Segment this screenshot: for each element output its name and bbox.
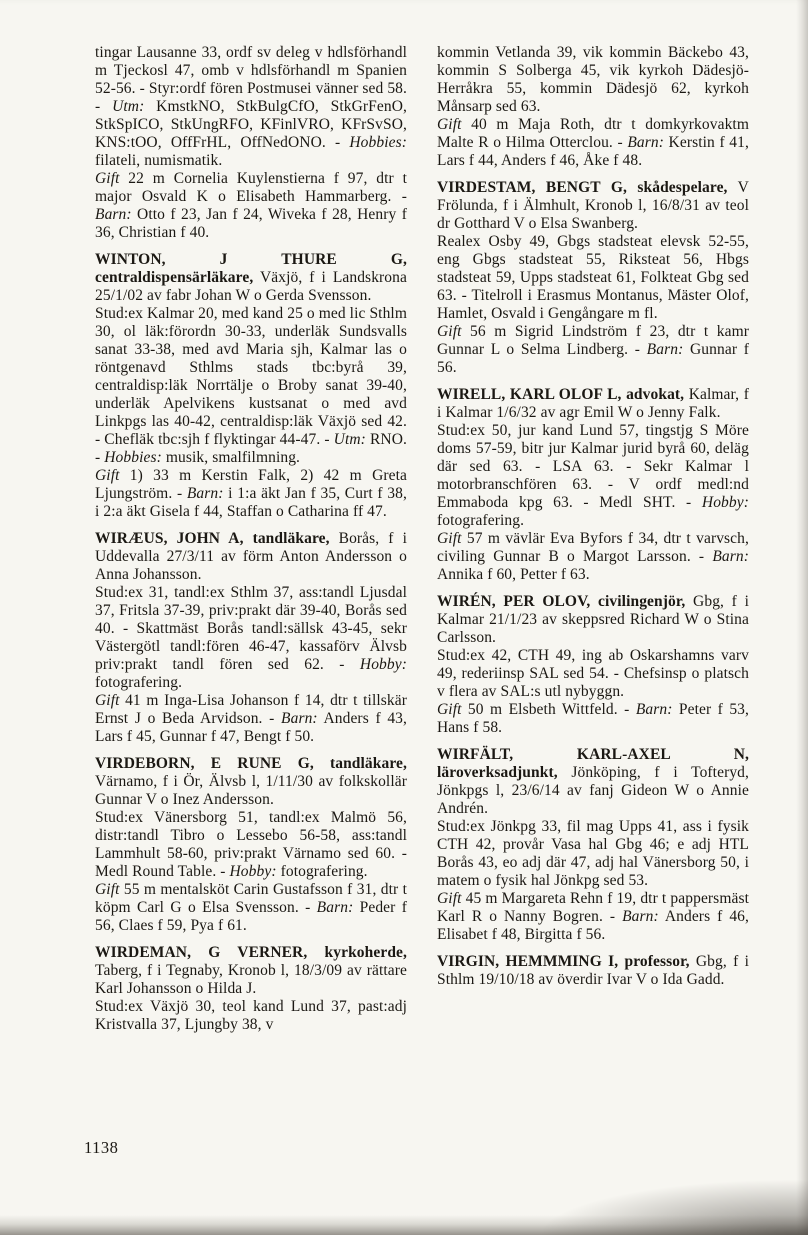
field-label: Gift — [437, 701, 462, 718]
field-label: Hobby: — [229, 863, 277, 880]
body-text: tingar Lausanne 33, ordf sv deleg v hdlsförhandl m Tjeckosl 47, omb v hdlsförhandl m Spanien 52-56. - Styr:ordf fören Postmusei vänner sed 58. - — [95, 44, 407, 115]
entry-headword: WIRÉN, PER OLOV, civilingenjör, — [437, 593, 686, 610]
entry-wiraeus — [95, 530, 407, 746]
entry-continuation — [95, 44, 407, 242]
body-text: Kerstin f 41, Lars f 44, Anders f 46, Åke f 48. — [437, 134, 749, 169]
paragraph — [95, 692, 407, 746]
body-text: Kalmar, f i Kalmar 1/6/32 av agr Emil W o Jenny Falk. — [437, 386, 749, 421]
body-text: Borås, f i Uddevalla 27/3/11 av förm Anton Andersson o Anna Johansson. — [95, 530, 407, 583]
body-text: Stud:ex 42, CTH 49, ing ab Oskarshamns varv 49, rederiinsp SAL sed 54. - Chefsinsp o platsch v flera av SAL:s utl nybyggn. — [437, 647, 749, 700]
paragraph — [95, 44, 407, 170]
body-text: fotografering. — [276, 863, 368, 880]
field-label: Gift — [95, 881, 120, 898]
paragraph — [437, 233, 749, 323]
field-label: Barn: — [646, 341, 684, 358]
body-text: kommin Vetlanda 39, vik kommin Bäckebo 43, kommin S Solberga 45, vik kyrkoh Dädesjö-Herråkra 55, kommin Dädesjö 62, kyrkoh Månsarp sed 63. — [437, 44, 749, 115]
body-text: Otto f 23, Jan f 24, Wiveka f 28, Henry f 36, Christian f 40. — [95, 206, 407, 241]
paragraph — [437, 818, 749, 890]
entry-wiren — [437, 593, 749, 737]
page-number: 1138 — [84, 1138, 119, 1157]
scan-edge-shadow-bottom — [0, 1215, 808, 1235]
body-text: Gbg, f i Sthlm 19/10/18 av överdir Ivar V o Ida Gadd. — [437, 953, 749, 988]
body-text: Växjö, f i Landskrona 25/1/02 av fabr Johan W o Gerda Svensson. — [95, 269, 407, 304]
body-text: Realex Osby 49, Gbgs stadsteat elevsk 52-55, eng Gbgs stadsteat 55, Riksteat 56, Hbgs stadsteat 59, Upps stadsteat 61, Folkteat Gbg sed 63. - Titelroll i Erasmus Montanus, Mäster Olof, Hamlet, Osvald i Gengångare m fl. — [437, 233, 749, 322]
field-label: Hobbies: — [349, 134, 407, 151]
paragraph — [437, 890, 749, 944]
body-text: Stud:ex Jönkpg 33, fil mag Upps 41, ass i fysik CTH 42, provår Vasa hal Gbg 46; e adj HTL Borås 43, eo adj där 47, adj hal Vänersborg 50, i matem o fysik hal Jönkpg sed 53. — [437, 818, 749, 889]
field-label: Utm: — [112, 98, 145, 115]
field-label: Barn: — [281, 710, 318, 727]
body-text: 22 m Cornelia Kuylenstierna f 97, dtr t major Osvald K o Elisabeth Hammarberg. - — [95, 170, 407, 205]
body-text: Peder f 56, Claes f 59, Pya f 61. — [95, 899, 407, 934]
field-label: Utm: — [333, 431, 366, 448]
body-text: Jönköping, f i Tofteryd, Jönkpgs l, 23/6/14 av fanj Gideon W o Annie Andrén. — [437, 764, 749, 817]
field-label: Hobby: — [701, 494, 749, 511]
field-label: Barn: — [635, 701, 673, 718]
entry-headword: WIRDEMAN, G VERNER, kyrkoherde, — [95, 944, 407, 961]
body-text: Gbg, f i Kalmar 21/1/23 av skeppsred Richard W o Stina Carlsson. — [437, 593, 749, 646]
body-text: 50 m Elsbeth Wittfeld. - — [461, 701, 636, 718]
body-text: Stud:ex 31, tandl:ex Sthlm 37, ass:tandl Ljusdal 37, Fritsla 37-39, priv:prakt där 39-40, Borås sed 40. - Skattmäst Borås tandl:sällsk 43-45, sekr Västergötl tandl:fören 46-47, kassaförv Älvsb priv:prakt tandl fören sed 62. - — [95, 584, 407, 673]
body-text: Peter f 53, Hans f 58. — [437, 701, 749, 736]
body-text: Stud:ex 50, jur kand Lund 57, tingstjg S Möre doms 57-59, bitr jur Kalmar jurid byrå 60, deläg där sed 63. - LSA 63. - Sekr Kalmar l motorbranschfören 63. - V ordf medl:nd Emmaboda kpg 63. - Medl SHT. - — [437, 422, 749, 511]
body-text: 41 m Inga-Lisa Johanson f 14, dtr t tillskär Ernst J o Beda Arvidson. - — [95, 692, 407, 727]
field-label: Barn: — [627, 134, 664, 151]
field-label: Barn: — [622, 908, 659, 925]
body-text: 55 m mentalsköt Carin Gustafsson f 31, dtr t köpm Carl G o Elsa Svensson. - — [95, 881, 407, 916]
paragraph — [437, 386, 749, 422]
body-text: RNO. - — [95, 431, 407, 466]
field-label: Gift — [437, 530, 462, 547]
scan-edge-shadow-right — [796, 0, 808, 1235]
paragraph — [437, 179, 749, 233]
paragraph — [95, 305, 407, 467]
body-text: filateli, numismatik. — [95, 152, 223, 169]
entry-virdestam — [437, 179, 749, 377]
paragraph — [437, 530, 749, 584]
field-label: Hobby: — [359, 656, 407, 673]
entry-virgin — [437, 953, 749, 989]
paragraph — [95, 530, 407, 584]
entry-headword: VIRDEBORN, E RUNE G, tandläkare, — [95, 755, 407, 772]
body-text: 45 m Margareta Rehn f 19, dtr t pappersmäst Karl R o Nanny Bogren. - — [437, 890, 749, 925]
body-text: V Frölunda, f i Älmhult, Kronob l, 16/8/31 av teol dr Gotthard V o Elsa Swanberg. — [437, 179, 749, 232]
paragraph — [437, 593, 749, 647]
body-text: Stud:ex Växjö 30, teol kand Lund 37, past:adj Kristvalla 37, Ljungby 38, v — [95, 998, 407, 1033]
entry-headword: WIRELL, KARL OLOF L, advokat, — [437, 386, 685, 403]
body-text: Stud:ex Vänersborg 51, tandl:ex Malmö 56, distr:tandl Tibro o Lessebo 56-58, ass:tandl Lammhult 58-60, priv:prakt Värnamo sed 60. - Medl Round Table. - — [95, 809, 407, 880]
body-text: fotografering. — [437, 512, 525, 529]
body-text: Taberg, f i Tegnaby, Kronob l, 18/3/09 av rättare Karl Johansson o Hilda J. — [95, 962, 407, 997]
paragraph — [437, 647, 749, 701]
body-text: fotografering. — [95, 674, 183, 691]
body-text: KmstkNO, StkBulgCfO, StkGrFenO, StkSpICO, StkUngRFO, KFinlVRO, KFrSvSO, KNS:tOO, OffFrHL, OffNedONO. - — [95, 98, 407, 151]
body-text: Gunnar f 56. — [437, 341, 749, 376]
entry-headword: VIRGIN, HEMMMING I, professor, — [437, 953, 690, 970]
field-label: Barn: — [186, 485, 224, 502]
field-label: Gift — [437, 116, 462, 133]
paragraph — [437, 116, 749, 170]
entry-wirdeman-continued — [437, 44, 749, 170]
paragraph — [437, 701, 749, 737]
entry-winton — [95, 251, 407, 521]
entry-virdeborn — [95, 755, 407, 935]
field-label: Gift — [437, 890, 462, 907]
body-text: Anders f 43, Lars f 45, Gunnar f 47, Bengt f 50. — [95, 710, 407, 745]
field-label: Gift — [437, 323, 462, 340]
text-columns — [95, 44, 749, 1043]
entry-headword: VIRDESTAM, BENGT G, skådespelare, — [437, 179, 728, 196]
paragraph — [95, 584, 407, 692]
paragraph — [95, 251, 407, 305]
left-column — [95, 44, 407, 1043]
paragraph — [95, 755, 407, 809]
body-text: 57 m vävlär Eva Byfors f 34, dtr t varvsch, civiling Gunnar B o Margot Larsson. - — [437, 530, 749, 565]
body-text: 1) 33 m Kerstin Falk, 2) 42 m Greta Ljungström. - — [95, 467, 407, 502]
body-text: 40 m Maja Roth, dtr t domkyrkovaktm Malte R o Hilma Otterclou. - — [437, 116, 749, 151]
entry-headword: WIRÆUS, JOHN A, tandläkare, — [95, 530, 330, 547]
paragraph — [95, 809, 407, 881]
body-text: Annika f 60, Petter f 63. — [437, 566, 590, 583]
paragraph — [95, 944, 407, 998]
paragraph — [437, 44, 749, 116]
entry-headword: WINTON, J THURE G, centraldispensärläkare, — [95, 251, 407, 286]
body-text: musik, smalfilmning. — [161, 449, 301, 466]
paragraph — [437, 422, 749, 530]
paragraph — [95, 170, 407, 242]
paragraph — [95, 467, 407, 521]
field-label: Hobbies: — [104, 449, 162, 466]
paragraph — [95, 881, 407, 935]
body-text: Värnamo, f i Ör, Älvsb l, 1/11/30 av folkskollär Gunnar V o Inez Andersson. — [95, 773, 407, 808]
body-text: 56 m Sigrid Lindström f 23, dtr t kamr Gunnar L o Selma Lindberg. - — [437, 323, 749, 358]
entry-wirfalt — [437, 746, 749, 944]
right-column — [437, 44, 749, 1043]
paragraph — [437, 953, 749, 989]
field-label: Gift — [95, 170, 120, 187]
entry-headword: WIRFÄLT, KARL-AXEL N, läroverksadjunkt, — [437, 746, 749, 781]
entry-wirell — [437, 386, 749, 584]
body-text: Anders f 46, Elisabet f 48, Birgitta f 56. — [437, 908, 749, 943]
field-label: Gift — [95, 692, 120, 709]
field-label: Barn: — [316, 899, 354, 916]
field-label: Gift — [95, 467, 120, 484]
entry-wirdeman — [95, 944, 407, 1034]
body-text: i 1:a äkt Jan f 35, Curt f 38, i 2:a äkt Gisela f 44, Staffan o Catharina ff 47. — [95, 485, 407, 520]
scan-corner-smudge — [538, 1179, 808, 1235]
paragraph — [95, 998, 407, 1034]
field-label: Barn: — [95, 206, 132, 223]
paragraph — [437, 323, 749, 377]
paragraph — [437, 746, 749, 818]
body-text: Stud:ex Kalmar 20, med kand 25 o med lic Sthlm 30, ol läk:förordn 30-33, underläk Sundsvalls sanat 33-38, med avd Maria sjh, Kalmar las o röntgenavd Sthlms stads tbc:byrå 39, centraldisp:läk Norrtälje o Broby sanat 39-40, underläk Apelvikens kustsanat o med avd Linkpgs las 40-42, centraldisp:läk Växjö sed 42. - Chefläk tbc:sjh f flyktingar 44-47. - — [95, 305, 407, 448]
field-label: Barn: — [712, 548, 749, 565]
